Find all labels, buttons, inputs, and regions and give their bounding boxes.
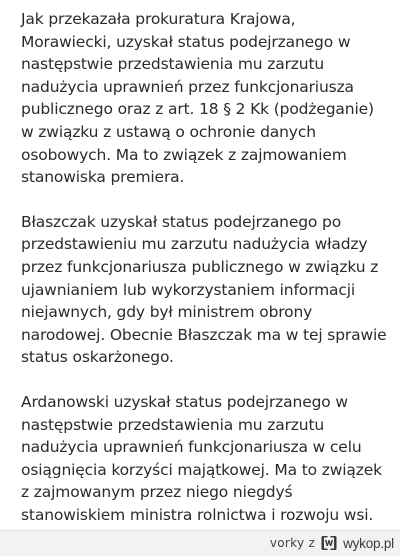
wykop-logo-text: wykop.pl [343, 535, 394, 551]
paragraph-ardanowski: Ardanowski uzyskał status podejrzanego w następstwie przedstawienia mu zarzutu nadużycia uprawnień funkcjonariusza w celu osiągnięcia korzyści majątkowej. Ma to związek z zajmowanym przez niego niegdyś stanowiskiem ministra rolnictwa i rozwoju wsi. [21, 392, 382, 524]
watermark-footer [0, 530, 400, 556]
credit-author: vorky z [269, 536, 316, 550]
paragraph-morawiecki: Jak przekazała prokuratura Krajowa, Morawiecki, uzyskał status podejrzanego w następstwie przedstawienia mu zarzutu nadużycia uprawnień przez funkcjonariusza publicznego oraz z art. 18 § 2 Kk (podżeganie) w związku z ustawą o ochronie danych osobowych. Ma to związek z zajmowaniem stanowiska premiera. [21, 10, 374, 187]
wykop-logo-icon [320, 535, 338, 551]
footer-divider [0, 530, 400, 531]
source-credit [270, 534, 394, 552]
paragraph-blaszczak: Błaszczak uzyskał status podejrzanego po przedstawieniu mu zarzutu nadużycia władzy przez funkcjonariusza publicznego w związku z ujawnianiem lub wykorzystaniem informacji niejawnych, gdy był ministrem obrony narodowej. Obecnie Błaszczak ma w tej sprawie status oskarżonego. [21, 212, 387, 367]
